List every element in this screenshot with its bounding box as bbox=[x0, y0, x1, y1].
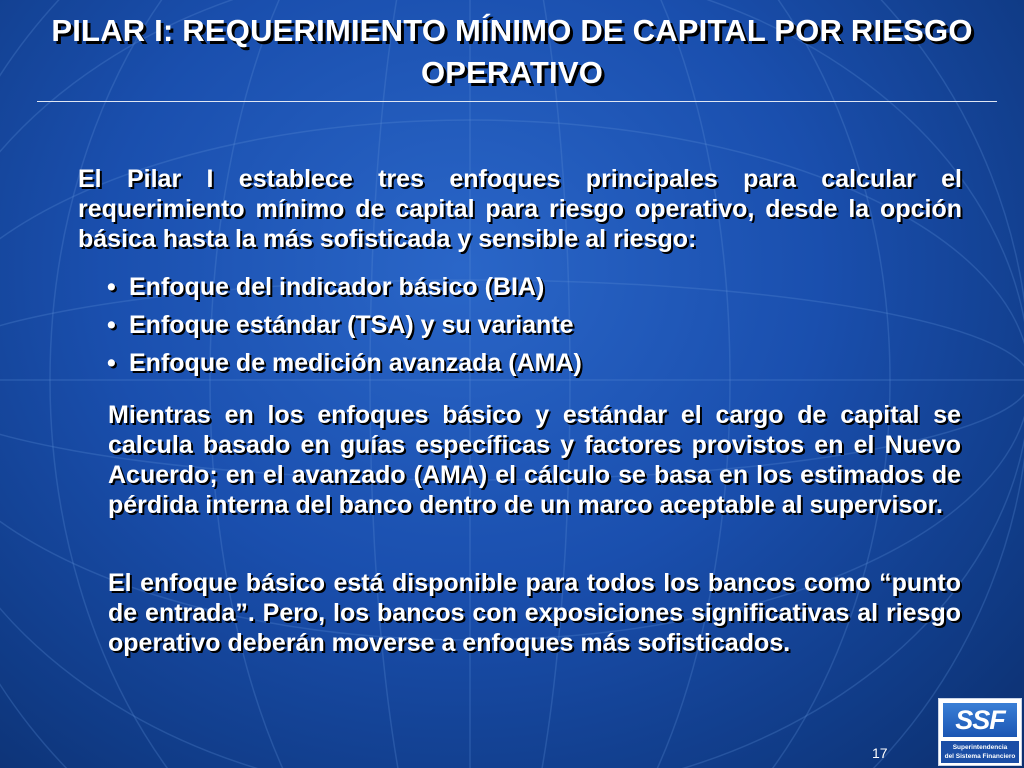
body-paragraph-1: Mientras en los enfoques básico y estándar el cargo de capital se calcula basado en guías específicas y factores provistos en el Nuevo Acuerdo; en el avanzado (AMA) el cálculo se basa en los estimados de pérdida interna del banco dentro de un marco aceptable al supervisor. bbox=[108, 401, 961, 519]
title-divider bbox=[37, 101, 997, 102]
list-item-label: Enfoque estándar (TSA) y su variante bbox=[129, 311, 574, 339]
list-item-label: Enfoque de medición avanzada (AMA) bbox=[129, 349, 582, 377]
page-number: 17 bbox=[872, 745, 888, 761]
approaches-list bbox=[107, 272, 967, 386]
slide-title: PILAR I: REQUERIMIENTO MÍNIMO DE CAPITAL POR RIESGO OPERATIVO bbox=[51, 13, 973, 90]
logo-subtitle bbox=[941, 741, 1019, 763]
logo-line-2: del Sistema Financiero bbox=[944, 753, 1016, 760]
logo-line-1: Superintendencia bbox=[952, 744, 1008, 751]
body-paragraph-2: El enfoque básico está disponible para todos los bancos como “punto de entrada”. Pero, los bancos con exposiciones significativas al riesgo operativo deberán moverse a enfoques más sofisticados. bbox=[108, 569, 961, 657]
bullet-icon: • bbox=[107, 349, 116, 377]
bullet-icon: • bbox=[107, 311, 116, 339]
logo-mark: SSF bbox=[943, 703, 1017, 737]
list-item bbox=[107, 348, 967, 386]
list-item bbox=[107, 310, 967, 348]
list-item bbox=[107, 272, 967, 310]
ssf-logo bbox=[938, 698, 1022, 766]
list-item-label: Enfoque del indicador básico (BIA) bbox=[129, 273, 545, 301]
bullet-icon: • bbox=[107, 273, 116, 301]
intro-paragraph: El Pilar I establece tres enfoques principales para calcular el requerimiento mínimo de capital para riesgo operativo, desde la opción básica hasta la más sofisticada y sensible al riesgo: bbox=[78, 165, 962, 253]
